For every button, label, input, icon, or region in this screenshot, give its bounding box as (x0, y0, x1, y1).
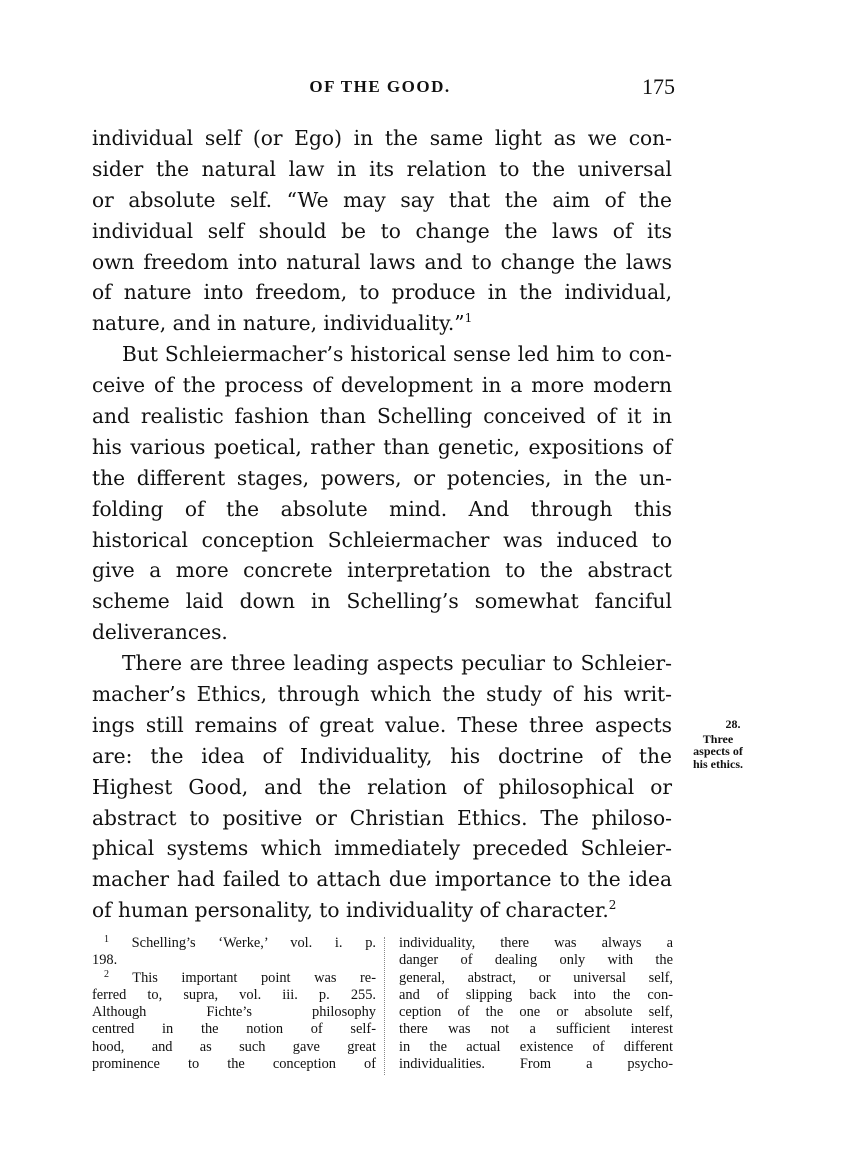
text-line: or absolute self. “We may say that the aim of the (92, 187, 672, 212)
text-line: abstract to positive or Christian Ethics. The philoso- (92, 805, 672, 830)
text-line (92, 308, 672, 339)
text-line: ceive of the process of development in a more modern (92, 373, 672, 398)
text-line-content: nature, and in nature, individuality.” (92, 311, 465, 336)
margin-note (678, 718, 758, 770)
text-line: own freedom into natural laws and to change the laws (92, 249, 672, 274)
text-line: macher had failed to attach due importance to the idea (92, 867, 672, 892)
text-line: deliverances. (92, 620, 228, 645)
footnote-line: general, abstract, or universal self, (399, 969, 673, 986)
margin-note-line: his ethics. (692, 756, 743, 771)
footnote-line: centred in the notion of self- (92, 1021, 376, 1038)
footnote-line (92, 935, 376, 952)
footnote-mark: 2 (104, 968, 109, 980)
footnote-line: ferred to, supra, vol. iii. p. 255. (92, 986, 376, 1003)
text-line: sider the natural law in its relation to the universal (92, 156, 672, 181)
paragraph-start-line: But Schleiermacher’s historical sense led him to con- (122, 342, 672, 367)
text-line: give a more concrete interpretation to the abstract (92, 558, 672, 583)
text-line: folding of the absolute mind. And through this (92, 496, 672, 521)
footnote-line: danger of dealing only with the (399, 952, 673, 969)
running-head (0, 74, 850, 104)
column-divider (384, 937, 385, 1075)
text-line: individual self should be to change the laws of its (92, 218, 672, 243)
text-line: ings still remains of great value. These three aspects (92, 712, 672, 737)
footnote-line: individuality, there was always a (399, 935, 673, 951)
text-line: phical systems which immediately preceded Schleier- (92, 836, 672, 861)
page-title: OF THE GOOD. (309, 77, 451, 96)
footnote-text: This important point was re- (132, 969, 376, 986)
footnote-line: there was not a sufficient interest (399, 1021, 673, 1038)
footnote-ref: 1 (464, 311, 473, 326)
footnote-line: individualities. From a psycho- (399, 1056, 673, 1073)
text-line: individual self (or Ego) in the same light as we con- (92, 126, 672, 150)
page-number: 175 (642, 74, 675, 99)
text-line: his various poetical, rather than genetic, expositions of (92, 434, 672, 459)
text-line (92, 895, 672, 926)
text-line: are: the idea of Individuality, his doctrine of the (92, 743, 672, 768)
footnote-column-right (399, 935, 673, 1073)
footnote-line: 198. (92, 952, 118, 969)
footnote-line: prominence to the conception of (92, 1056, 376, 1073)
footnote-line: hood, and as such gave great (92, 1038, 376, 1055)
footnote-column-left (92, 935, 376, 1073)
text-line: and realistic fashion than Schelling conceived of it in (92, 404, 672, 429)
text-line: macher’s Ethics, through which the study of his writ- (92, 682, 672, 707)
text-line: of nature into freedom, to produce in the individual, (92, 280, 672, 305)
footnote-text: Schelling’s ‘Werke,’ vol. i. p. (131, 935, 376, 951)
section-number: 28. (725, 717, 741, 731)
footnote-line (92, 970, 376, 987)
text-line: scheme laid down in Schelling’s somewhat fanciful (92, 589, 672, 614)
footnote-line: in the actual existence of different (399, 1038, 673, 1055)
footnote-line: and of slipping back into the con- (399, 986, 673, 1003)
text-line: the different stages, powers, or potencies, in the un- (92, 465, 672, 490)
text-line: Highest Good, and the relation of philosophical or (92, 774, 672, 799)
margin-note-line: aspects of (693, 744, 743, 758)
text-line-content: of human personality, to individuality of character. (92, 898, 609, 923)
footnote-line: Although Fichte’s philosophy (92, 1004, 376, 1021)
footnote-mark: 1 (104, 934, 109, 945)
body-text (92, 123, 672, 926)
paragraph-start-line: There are three leading aspects peculiar to Schleier- (122, 651, 672, 676)
margin-note-line: Three (702, 731, 734, 746)
footnote-ref: 2 (608, 898, 617, 913)
text-line: historical conception Schleiermacher was induced to (92, 527, 672, 552)
footnote-line: ception of the one or absolute self, (399, 1004, 673, 1021)
